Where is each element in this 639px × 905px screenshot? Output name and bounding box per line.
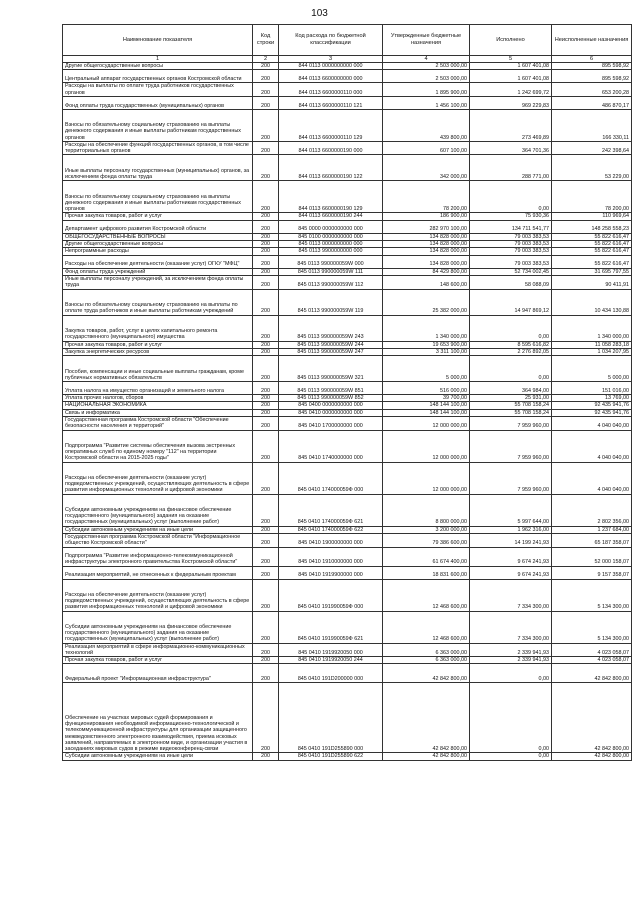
executed-amount-cell: 7 959 960,00 (470, 417, 552, 431)
indicator-name-cell: Федеральный проект "Информационная инфраструктура" (63, 664, 253, 683)
line-code-cell: 200 (253, 566, 279, 579)
executed-amount-cell: 1 607 401,08 (470, 63, 552, 70)
column-number: 4 (383, 56, 470, 63)
line-code-cell: 200 (253, 233, 279, 240)
table-row (63, 268, 632, 275)
remaining-amount-cell: 78 200,00 (552, 181, 632, 213)
indicator-name-cell: Расходы на обеспечение функций государственных органов, в том числе территориальных органов (63, 141, 253, 155)
indicator-name-cell: Прочая закупка товаров, работ и услуг (63, 213, 253, 220)
budget-code-cell: 845 0113 990000059W 111 (279, 268, 383, 275)
line-code-cell: 200 (253, 382, 279, 395)
line-code-cell: 200 (253, 526, 279, 533)
remaining-amount-cell: 42 842 800,00 (552, 753, 632, 760)
table-row (63, 233, 632, 240)
indicator-name-cell: Прочая закупка товаров, работ и услуг (63, 657, 253, 664)
approved-amount-cell: 134 828 000,00 (383, 233, 470, 240)
indicator-name-cell: Связь и информатика (63, 409, 253, 416)
line-code-cell: 200 (253, 395, 279, 402)
executed-amount-cell: 0,00 (470, 356, 552, 382)
budget-code-cell: 845 0410 1910000000 000 (279, 547, 383, 566)
executed-amount-cell: 1 962 316,00 (470, 526, 552, 533)
remaining-amount-cell: 110 969,64 (552, 213, 632, 220)
line-code-cell: 200 (253, 248, 279, 255)
executed-amount-cell: 2 339 941,93 (470, 657, 552, 664)
budget-code-cell: 844 0113 6600000110 129 (279, 109, 383, 141)
executed-amount-cell: 79 003 383,53 (470, 233, 552, 240)
column-number: 1 (63, 56, 253, 63)
budget-code-cell: 845 0113 990000059W 000 (279, 255, 383, 268)
remaining-amount-cell: 42 842 800,00 (552, 664, 632, 683)
approved-amount-cell: 2 503 000,00 (383, 63, 470, 70)
table-row (63, 547, 632, 566)
table-row (63, 70, 632, 83)
line-code-cell: 200 (253, 315, 279, 341)
approved-amount-cell: 134 828 000,00 (383, 241, 470, 248)
line-code-cell: 200 (253, 155, 279, 181)
table-row (63, 213, 632, 220)
budget-code-cell: 845 0410 1900000000 000 (279, 533, 383, 547)
indicator-name-cell: ОБЩЕГОСУДАРСТВЕННЫЕ ВОПРОСЫ (63, 233, 253, 240)
remaining-amount-cell: 2 802 356,00 (552, 494, 632, 526)
indicator-name-cell: Прочая закупка товаров, работ и услуг (63, 341, 253, 348)
budget-code-cell: 845 0410 1740000000 000 (279, 430, 383, 462)
budget-code-cell: 845 0113 990000059W 244 (279, 341, 383, 348)
budget-code-cell: 845 0410 191D255890 622 (279, 753, 383, 760)
executed-amount-cell: 134 711 541,77 (470, 220, 552, 233)
budget-code-cell: 845 0113 990000059W 321 (279, 356, 383, 382)
indicator-name-cell: Подпрограмма "Развитие системы обеспечения вызова экстренных оперативных служб по единому номеру "112" на территории Костромской области на 2015-2025 годы" (63, 430, 253, 462)
approved-amount-cell: 42 842 800,00 (383, 753, 470, 760)
budget-code-cell: 844 0113 6600000110 000 (279, 83, 383, 97)
remaining-amount-cell: 4 023 058,07 (552, 657, 632, 664)
line-code-cell: 200 (253, 643, 279, 657)
header-line-code: Код строки (253, 25, 279, 56)
line-code-cell: 200 (253, 611, 279, 643)
executed-amount-cell: 0,00 (470, 181, 552, 213)
approved-amount-cell: 607 100,00 (383, 141, 470, 155)
budget-code-cell: 844 0113 6600000000 000 (279, 70, 383, 83)
line-code-cell: 200 (253, 96, 279, 109)
table-row (63, 683, 632, 753)
remaining-amount-cell: 5 000,00 (552, 356, 632, 382)
executed-amount-cell: 55 708 158,24 (470, 402, 552, 409)
table-row (63, 155, 632, 181)
table-row (63, 494, 632, 526)
table-header-row (63, 25, 632, 56)
line-code-cell: 200 (253, 683, 279, 753)
indicator-name-cell: Пособия, компенсации и иные социальные выплаты гражданам, кроме публичных нормативных обязательств (63, 356, 253, 382)
approved-amount-cell: 42 842 800,00 (383, 683, 470, 753)
executed-amount-cell: 7 959 960,00 (470, 462, 552, 494)
budget-code-cell: 845 0000 0000000000 000 (279, 220, 383, 233)
line-code-cell: 200 (253, 657, 279, 664)
line-code-cell: 200 (253, 547, 279, 566)
line-code-cell: 200 (253, 213, 279, 220)
approved-amount-cell: 19 653 900,00 (383, 341, 470, 348)
remaining-amount-cell: 92 435 941,76 (552, 402, 632, 409)
indicator-name-cell: Субсидии автономным учреждениям на финансовое обеспечение государственного (муниципального) задания на оказание государственных (муниципальных) услуг (выполнение работ) (63, 611, 253, 643)
budget-code-cell: 845 0113 990000059W 247 (279, 348, 383, 355)
indicator-name-cell: Фонд оплаты труда государственных (муниципальных) органов (63, 96, 253, 109)
table-row (63, 664, 632, 683)
executed-amount-cell: 0,00 (470, 683, 552, 753)
remaining-amount-cell: 92 435 941,76 (552, 409, 632, 416)
executed-amount-cell: 75 930,36 (470, 213, 552, 220)
table-row (63, 289, 632, 315)
line-code-cell: 200 (253, 356, 279, 382)
indicator-name-cell: Субсидии автономным учреждениям на иные цели (63, 753, 253, 760)
remaining-amount-cell: 31 695 797,55 (552, 268, 632, 275)
line-code-cell: 200 (253, 70, 279, 83)
column-number: 6 (552, 56, 632, 63)
executed-amount-cell: 0,00 (470, 753, 552, 760)
executed-amount-cell: 58 088,09 (470, 275, 552, 289)
executed-amount-cell: 1 607 401,08 (470, 70, 552, 83)
indicator-name-cell: Уплата прочих налогов, сборов (63, 395, 253, 402)
table-row (63, 657, 632, 664)
line-code-cell: 200 (253, 533, 279, 547)
approved-amount-cell: 1 340 000,00 (383, 315, 470, 341)
approved-amount-cell: 12 468 600,00 (383, 611, 470, 643)
approved-amount-cell: 18 831 600,00 (383, 566, 470, 579)
indicator-name-cell: Расходы на выплаты по оплате труда работников государственных органов (63, 83, 253, 97)
approved-amount-cell: 12 000 000,00 (383, 430, 470, 462)
executed-amount-cell: 5 997 644,00 (470, 494, 552, 526)
indicator-name-cell: НАЦИОНАЛЬНАЯ ЭКОНОМИКА (63, 402, 253, 409)
approved-amount-cell: 12 000 000,00 (383, 462, 470, 494)
remaining-amount-cell: 242 398,64 (552, 141, 632, 155)
remaining-amount-cell: 11 058 283,18 (552, 341, 632, 348)
approved-amount-cell: 8 800 000,00 (383, 494, 470, 526)
remaining-amount-cell: 895 598,92 (552, 63, 632, 70)
remaining-amount-cell: 53 229,00 (552, 155, 632, 181)
remaining-amount-cell: 55 822 616,47 (552, 241, 632, 248)
table-row (63, 248, 632, 255)
indicator-name-cell: Государственная программа Костромской области "Информационное общество Костромской области" (63, 533, 253, 547)
header-indicator-name: Наименование показателя (63, 25, 253, 56)
executed-amount-cell: 1 242 699,72 (470, 83, 552, 97)
remaining-amount-cell: 5 134 300,00 (552, 579, 632, 611)
remaining-amount-cell: 55 822 616,47 (552, 233, 632, 240)
executed-amount-cell: 2 276 892,05 (470, 348, 552, 355)
budget-code-cell: 845 0410 191990059Ф 621 (279, 611, 383, 643)
line-code-cell: 200 (253, 255, 279, 268)
approved-amount-cell: 12 000 000,00 (383, 417, 470, 431)
line-code-cell: 200 (253, 83, 279, 97)
approved-amount-cell: 148 144 100,00 (383, 409, 470, 416)
table-row (63, 83, 632, 97)
page-number: 103 (311, 8, 328, 19)
approved-amount-cell: 84 429 800,00 (383, 268, 470, 275)
budget-code-cell: 844 0113 0000000000 000 (279, 63, 383, 70)
line-code-cell: 200 (253, 141, 279, 155)
remaining-amount-cell: 55 822 616,47 (552, 255, 632, 268)
line-code-cell: 200 (253, 494, 279, 526)
budget-code-cell: 845 0400 0000000000 000 (279, 402, 383, 409)
executed-amount-cell: 273 469,89 (470, 109, 552, 141)
line-code-cell: 200 (253, 430, 279, 462)
remaining-amount-cell: 9 157 358,07 (552, 566, 632, 579)
remaining-amount-cell: 52 000 158,07 (552, 547, 632, 566)
approved-amount-cell: 186 900,00 (383, 213, 470, 220)
line-code-cell: 200 (253, 579, 279, 611)
indicator-name-cell: Обеспечение на участках мировых судей формирования и функционирования необходимой информационно-технологической и телекоммуникационной инфраструктуры для организации защищенного межведомственного электронного взаимодействия, приема исковых заявлений, направляемых в электронном виде, и организации участия в заседаниях мировых судов в режиме видеоконференц-связи (63, 683, 253, 753)
indicator-name-cell: Уплата налога на имущество организаций и земельного налога (63, 382, 253, 395)
table-row (63, 430, 632, 462)
table-row (63, 566, 632, 579)
table-row (63, 181, 632, 213)
approved-amount-cell: 25 382 000,00 (383, 289, 470, 315)
line-code-cell: 200 (253, 348, 279, 355)
approved-amount-cell: 78 200,00 (383, 181, 470, 213)
line-code-cell: 200 (253, 268, 279, 275)
remaining-amount-cell: 4 040 040,00 (552, 430, 632, 462)
budget-code-cell: 845 0410 1919900000 000 (279, 566, 383, 579)
budget-code-cell: 845 0410 174000059Ф 621 (279, 494, 383, 526)
header-remaining: Неисполненные назначения (552, 25, 632, 56)
budget-code-cell: 845 0113 990000059W 119 (279, 289, 383, 315)
budget-code-cell: 845 0113 0000000000 000 (279, 241, 383, 248)
line-code-cell: 200 (253, 409, 279, 416)
header-budget-code: Код расхода по бюджетной классификации (279, 25, 383, 56)
budget-code-cell: 845 0100 0000000000 000 (279, 233, 383, 240)
indicator-name-cell: Иные выплаты персоналу государственных (муниципальных) органов, за исключением фонда оплаты труда (63, 155, 253, 181)
table-row (63, 417, 632, 431)
line-code-cell: 200 (253, 341, 279, 348)
line-code-cell: 200 (253, 289, 279, 315)
approved-amount-cell: 1 456 100,00 (383, 96, 470, 109)
executed-amount-cell: 9 674 241,93 (470, 547, 552, 566)
indicator-name-cell: Расходы на обеспечение деятельности (оказание услуг) подведомственных учреждений, осуществляющих деятельность в сфере развития информационных технологий и цифровой экономики (63, 462, 253, 494)
indicator-name-cell: Субсидии автономным учреждениям на иные цели (63, 526, 253, 533)
approved-amount-cell: 439 800,00 (383, 109, 470, 141)
table-row (63, 409, 632, 416)
remaining-amount-cell: 895 598,92 (552, 70, 632, 83)
executed-amount-cell: 14 947 869,12 (470, 289, 552, 315)
table-row (63, 255, 632, 268)
budget-code-cell: 845 0113 990000059W 851 (279, 382, 383, 395)
table-row (63, 402, 632, 409)
table-row (63, 341, 632, 348)
budget-code-cell: 845 0113 990000059W 852 (279, 395, 383, 402)
remaining-amount-cell: 4 023 058,07 (552, 643, 632, 657)
column-number: 2 (253, 56, 279, 63)
indicator-name-cell: Реализация мероприятий в сфере информационно-коммуникационных технологий (63, 643, 253, 657)
remaining-amount-cell: 55 822 616,47 (552, 248, 632, 255)
indicator-name-cell: Субсидии автономным учреждениям на финансовое обеспечение государственного (муниципального) задания на оказание государственных (муниципальных) услуг (выполнение работ) (63, 494, 253, 526)
indicator-name-cell: Другие общегосударственные вопросы (63, 241, 253, 248)
executed-amount-cell: 79 003 383,53 (470, 248, 552, 255)
line-code-cell: 200 (253, 664, 279, 683)
executed-amount-cell: 7 334 300,00 (470, 611, 552, 643)
indicator-name-cell: Государственная программа Костромской области "Обеспечение безопасности населения и территорий" (63, 417, 253, 431)
executed-amount-cell: 7 959 960,00 (470, 430, 552, 462)
remaining-amount-cell: 10 434 130,88 (552, 289, 632, 315)
table-row (63, 643, 632, 657)
budget-code-cell: 845 0410 191D255890 000 (279, 683, 383, 753)
remaining-amount-cell: 5 134 300,00 (552, 611, 632, 643)
line-code-cell: 200 (253, 462, 279, 494)
table-row (63, 141, 632, 155)
budget-code-cell: 845 0410 1919920050 244 (279, 657, 383, 664)
table-row (63, 611, 632, 643)
approved-amount-cell: 3 200 000,00 (383, 526, 470, 533)
executed-amount-cell: 7 334 300,00 (470, 579, 552, 611)
remaining-amount-cell: 486 870,17 (552, 96, 632, 109)
executed-amount-cell: 288 771,00 (470, 155, 552, 181)
budget-code-cell: 845 0113 9900000000 000 (279, 248, 383, 255)
executed-amount-cell: 364 984,00 (470, 382, 552, 395)
indicator-name-cell: Расходы на обеспечение деятельности (оказание услуг) подведомственных учреждений, осуществляющих деятельность в сфере развития информационных технологий и цифровой экономики (63, 579, 253, 611)
table-row (63, 275, 632, 289)
indicator-name-cell: Реализация мероприятий, не отнесенных к федеральным проектам (63, 566, 253, 579)
budget-code-cell: 845 0410 1700000000 000 (279, 417, 383, 431)
approved-amount-cell: 134 828 000,00 (383, 255, 470, 268)
remaining-amount-cell: 4 040 040,00 (552, 462, 632, 494)
approved-amount-cell: 148 144 100,00 (383, 402, 470, 409)
remaining-amount-cell: 65 187 358,07 (552, 533, 632, 547)
table-row (63, 526, 632, 533)
indicator-name-cell: Взносы по обязательному социальному страхованию на выплаты денежного содержания и иные выплаты работникам государственных органов (63, 181, 253, 213)
budget-execution-table (62, 24, 632, 761)
line-code-cell: 200 (253, 181, 279, 213)
remaining-amount-cell: 166 330,11 (552, 109, 632, 141)
table-row (63, 348, 632, 355)
table-row (63, 220, 632, 233)
remaining-amount-cell: 1 340 000,00 (552, 315, 632, 341)
table-row (63, 356, 632, 382)
table-row (63, 241, 632, 248)
table-row (63, 533, 632, 547)
indicator-name-cell: Подпрограмма "Развитие информационно-телекоммуникационной инфраструктуры электронного правительства Костромской области" (63, 547, 253, 566)
table-row (63, 63, 632, 70)
executed-amount-cell: 52 734 002,45 (470, 268, 552, 275)
table-row (63, 96, 632, 109)
budget-code-cell: 844 0113 6600000190 244 (279, 213, 383, 220)
approved-amount-cell: 61 674 400,00 (383, 547, 470, 566)
approved-amount-cell: 42 842 800,00 (383, 664, 470, 683)
indicator-name-cell: Взносы по обязательному социальному страхованию на выплаты по оплате труда работников и иные выплаты работникам учреждений (63, 289, 253, 315)
line-code-cell: 200 (253, 109, 279, 141)
line-code-cell: 200 (253, 417, 279, 431)
executed-amount-cell: 14 199 241,93 (470, 533, 552, 547)
table-row (63, 753, 632, 760)
line-code-cell: 200 (253, 63, 279, 70)
table-body (63, 63, 632, 761)
indicator-name-cell: Центральный аппарат государственных органов Костромской области (63, 70, 253, 83)
budget-code-cell: 844 0113 6600000190 129 (279, 181, 383, 213)
budget-code-cell: 844 0113 6600000190 000 (279, 141, 383, 155)
line-code-cell: 200 (253, 241, 279, 248)
header-executed: Исполнено (470, 25, 552, 56)
executed-amount-cell: 8 595 616,82 (470, 341, 552, 348)
executed-amount-cell: 969 229,83 (470, 96, 552, 109)
budget-code-cell: 845 0410 0000000000 000 (279, 409, 383, 416)
column-number: 5 (470, 56, 552, 63)
table-row (63, 579, 632, 611)
table-row (63, 109, 632, 141)
column-number: 3 (279, 56, 383, 63)
remaining-amount-cell: 42 842 800,00 (552, 683, 632, 753)
table-row (63, 382, 632, 395)
indicator-name-cell: Взносы по обязательному социальному страхованию на выплаты денежного содержания и иные выплаты работникам государственных органов (63, 109, 253, 141)
executed-amount-cell: 55 708 158,24 (470, 409, 552, 416)
executed-amount-cell: 25 931,00 (470, 395, 552, 402)
executed-amount-cell: 0,00 (470, 315, 552, 341)
approved-amount-cell: 6 363 000,00 (383, 643, 470, 657)
approved-amount-cell: 6 363 000,00 (383, 657, 470, 664)
indicator-name-cell: Иные выплаты персоналу учреждений, за исключением фонда оплаты труда (63, 275, 253, 289)
budget-code-cell: 845 0410 191D200000 000 (279, 664, 383, 683)
approved-amount-cell: 79 386 600,00 (383, 533, 470, 547)
table-row (63, 462, 632, 494)
approved-amount-cell: 148 600,00 (383, 275, 470, 289)
indicator-name-cell: Расходы на обеспечение деятельности (оказание услуг) ОГКУ "МФЦ" (63, 255, 253, 268)
remaining-amount-cell: 148 258 558,23 (552, 220, 632, 233)
table-row (63, 395, 632, 402)
executed-amount-cell: 79 003 383,53 (470, 255, 552, 268)
budget-code-cell: 845 0410 1919920050 000 (279, 643, 383, 657)
approved-amount-cell: 2 503 000,00 (383, 70, 470, 83)
budget-code-cell: 845 0410 174000059Ф 000 (279, 462, 383, 494)
approved-amount-cell: 1 895 900,00 (383, 83, 470, 97)
executed-amount-cell: 79 003 383,53 (470, 241, 552, 248)
approved-amount-cell: 3 311 100,00 (383, 348, 470, 355)
indicator-name-cell: Непрограммные расходы (63, 248, 253, 255)
remaining-amount-cell: 90 411,91 (552, 275, 632, 289)
approved-amount-cell: 342 000,00 (383, 155, 470, 181)
header-approved: Утвержденные бюджетные назначения (383, 25, 470, 56)
indicator-name-cell: Департамент цифрового развития Костромской области (63, 220, 253, 233)
approved-amount-cell: 134 828 000,00 (383, 248, 470, 255)
remaining-amount-cell: 1 237 684,00 (552, 526, 632, 533)
indicator-name-cell: Фонд оплаты труда учреждений (63, 268, 253, 275)
executed-amount-cell: 9 674 241,93 (470, 566, 552, 579)
line-code-cell: 200 (253, 753, 279, 760)
approved-amount-cell: 5 000,00 (383, 356, 470, 382)
executed-amount-cell: 2 339 941,93 (470, 643, 552, 657)
approved-amount-cell: 39 700,00 (383, 395, 470, 402)
remaining-amount-cell: 1 034 207,95 (552, 348, 632, 355)
line-code-cell: 200 (253, 220, 279, 233)
column-numbers-row (63, 56, 632, 63)
approved-amount-cell: 12 468 600,00 (383, 579, 470, 611)
budget-code-cell: 845 0410 191990059Ф 000 (279, 579, 383, 611)
approved-amount-cell: 516 000,00 (383, 382, 470, 395)
indicator-name-cell: Закупка товаров, работ, услуг в целях капитального ремонта государственного (муниципального) имущества (63, 315, 253, 341)
budget-code-cell: 844 0113 6600000110 121 (279, 96, 383, 109)
budget-code-cell: 845 0410 174000059Ф 622 (279, 526, 383, 533)
budget-code-cell: 845 0113 990000059W 112 (279, 275, 383, 289)
remaining-amount-cell: 653 200,28 (552, 83, 632, 97)
remaining-amount-cell: 13 769,00 (552, 395, 632, 402)
executed-amount-cell: 0,00 (470, 664, 552, 683)
indicator-name-cell: Закупка энергетических ресурсов (63, 348, 253, 355)
indicator-name-cell: Другие общегосударственные вопросы (63, 63, 253, 70)
remaining-amount-cell: 151 016,00 (552, 382, 632, 395)
budget-code-cell: 844 0113 6600000190 122 (279, 155, 383, 181)
budget-code-cell: 845 0113 990000059W 243 (279, 315, 383, 341)
table-row (63, 315, 632, 341)
remaining-amount-cell: 4 040 040,00 (552, 417, 632, 431)
line-code-cell: 200 (253, 402, 279, 409)
line-code-cell: 200 (253, 275, 279, 289)
approved-amount-cell: 282 970 100,00 (383, 220, 470, 233)
executed-amount-cell: 364 701,36 (470, 141, 552, 155)
